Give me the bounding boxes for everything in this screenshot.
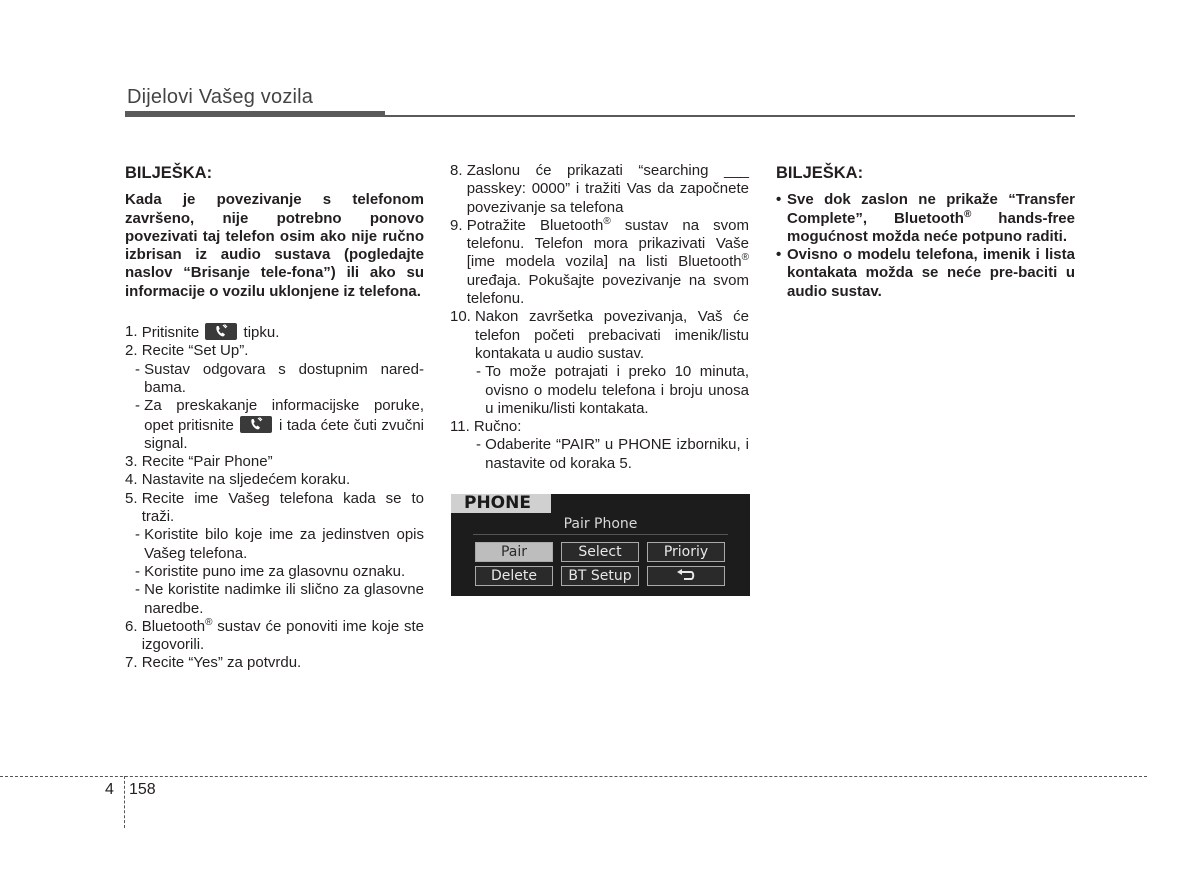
- step-10-sub: - To može potrajati i preko 10 minuta, ovisno o modelu telefona i broju unosa u imeniku/listi kontakata.: [476, 363, 749, 417]
- note-heading-right: BILJEŠKA:: [776, 164, 864, 182]
- priority-button[interactable]: Prioriy: [647, 542, 725, 562]
- note-bullet-1: • Sve dok zaslon ne prikaže “Transfer Complete”, Bluetooth® hands-free mogućnost možda neće potpuno raditi.: [776, 191, 1075, 245]
- step-4: 4. Nastavite na sljedećem koraku.: [125, 471, 351, 489]
- step-11-sub: - Odaberite “PAIR” u PHONE izborniku, i nastavite od koraka 5.: [476, 436, 749, 472]
- step-10: 10. Nakon završetka povezivanja, Vaš će telefon početi prebacivati imenik/listu kontakata u audio sustav.: [450, 308, 749, 362]
- step-6: 6. Bluetooth® sustav će ponoviti ime koje ste izgovorili.: [125, 616, 424, 654]
- step-7: 7. Recite “Yes” za potvrdu.: [125, 654, 302, 672]
- screen-divider: [473, 534, 728, 535]
- note-heading: BILJEŠKA:: [125, 164, 213, 182]
- column-left: [125, 162, 424, 673]
- screen-tab-phone: PHONE: [451, 494, 551, 513]
- step-1: 1. Pritisnite tipku.: [125, 323, 280, 342]
- column-middle: [450, 162, 749, 473]
- pair-button[interactable]: Pair: [475, 542, 553, 562]
- page-header-title: Dijelovi Vašeg vozila: [127, 86, 314, 108]
- step-5-sub-a: - Koristite bilo koje ime za jedinstven opis Vašeg telefona.: [135, 526, 424, 562]
- select-button[interactable]: Select: [561, 542, 639, 562]
- footer-dashed-rule: [0, 776, 1147, 777]
- page-number: 158: [129, 781, 156, 798]
- bt-setup-button[interactable]: BT Setup: [561, 566, 639, 586]
- step-3: 3. Recite “Pair Phone”: [125, 453, 273, 471]
- note-text: Kada je povezivanje s telefonom završeno, nije potrebno ponovo povezivati taj telefon osim ako nije ručno izbrisan iz audio sustava (pogledajte naslov “Brisanje tele-fona”) ili ako su informacije o vozilu uklonjene iz telefona.: [125, 191, 424, 300]
- step-8: 8. Zaslonu će prikazati “searching ___ passkey: 0000” i tražiti Vas da započnete povezivanje sa telefona: [450, 162, 749, 216]
- chapter-number: 4: [105, 781, 114, 798]
- phone-talk-button-icon: [205, 323, 237, 340]
- step-5-sub-b: - Koristite puno ime za glasovnu oznaku.: [135, 562, 406, 580]
- note-bullet-2: • Ovisno o modelu telefona, imenik i lista kontakata možda se neće pre-baciti u audio sustav.: [776, 246, 1075, 300]
- step-5: 5. Recite ime Vašeg telefona kada se to traži.: [125, 489, 424, 526]
- header-rule-thin: [385, 115, 1075, 117]
- back-button[interactable]: [647, 566, 725, 586]
- step-2: 2. Recite “Set Up”.: [125, 342, 249, 360]
- delete-button[interactable]: Delete: [475, 566, 553, 586]
- phone-menu-screen: [451, 494, 750, 596]
- footer-dashed-divider: [124, 776, 125, 828]
- step-2-sub-b: - Za preskakanje informacijske poruke, opet pritisnite i tada ćete čuti zvučni signal.: [135, 397, 424, 452]
- step-2-sub-a: - Sustav odgovara s dostupnim nared-bama.: [135, 360, 424, 396]
- return-arrow-icon: [675, 569, 697, 583]
- screen-subtitle: Pair Phone: [563, 516, 638, 532]
- column-right: [776, 162, 1075, 301]
- header-rule-thick: [125, 111, 385, 117]
- phone-talk-button-icon: [240, 416, 272, 433]
- step-11: 11. Ručno:: [450, 418, 522, 436]
- step-5-sub-c: - Ne koristite nadimke ili slično za glasovne naredbe.: [135, 581, 424, 617]
- step-9: 9. Potražite Bluetooth® sustav na svom telefonu. Telefon mora prikazivati Vaše [ime modela vozila] na listi Bluetooth® uređaja. Pokušajte povezivanje na svom telefonu.: [450, 215, 749, 308]
